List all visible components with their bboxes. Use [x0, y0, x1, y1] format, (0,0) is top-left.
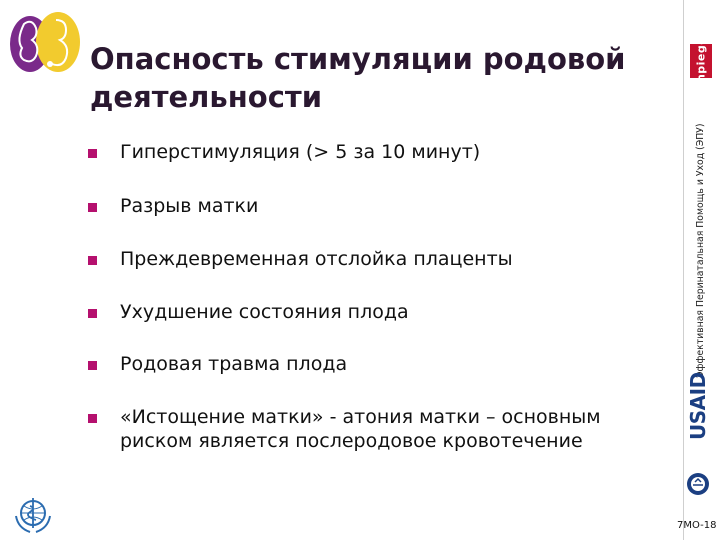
slide-title: Опасность стимуляции родовой деятельности — [90, 42, 626, 114]
list-item — [88, 247, 513, 271]
epc-logo-icon — [4, 6, 82, 80]
list-item — [88, 194, 258, 218]
usaid-seal-icon — [686, 472, 710, 500]
bullet-text: Ухудшение состояния плода — [120, 301, 409, 323]
list-item — [88, 405, 668, 453]
bullet-marker-icon — [88, 309, 97, 318]
list-item — [88, 300, 409, 324]
slide-code: 7MO-18 — [677, 520, 717, 531]
bullet-text: Разрыв матки — [120, 195, 259, 217]
vertical-caption: Эффективная Перинатальная Помощь и Уход (ЭПУ) — [695, 123, 706, 378]
bullet-text: Родовая травма плода — [120, 353, 348, 375]
usaid-logo-icon: USAID — [686, 372, 710, 440]
list-item — [88, 352, 347, 376]
who-emblem-icon — [12, 492, 54, 538]
jhpiego-logo-icon: jhpiego — [690, 44, 712, 78]
bullet-text: «Истощение матки» - атония матки – основным риском является послеродовое кровотечение — [120, 406, 601, 452]
bullet-marker-icon — [88, 361, 97, 370]
list-item — [88, 140, 480, 164]
bullet-marker-icon — [88, 203, 97, 212]
bullet-text: Преждевременная отслойка плаценты — [120, 248, 513, 270]
bullet-marker-icon — [88, 149, 97, 158]
bullet-marker-icon — [88, 256, 97, 265]
bullet-text: Гиперстимуляция (> 5 за 10 минут) — [120, 141, 481, 163]
bullet-marker-icon — [88, 414, 97, 423]
sidebar-divider — [683, 0, 684, 540]
